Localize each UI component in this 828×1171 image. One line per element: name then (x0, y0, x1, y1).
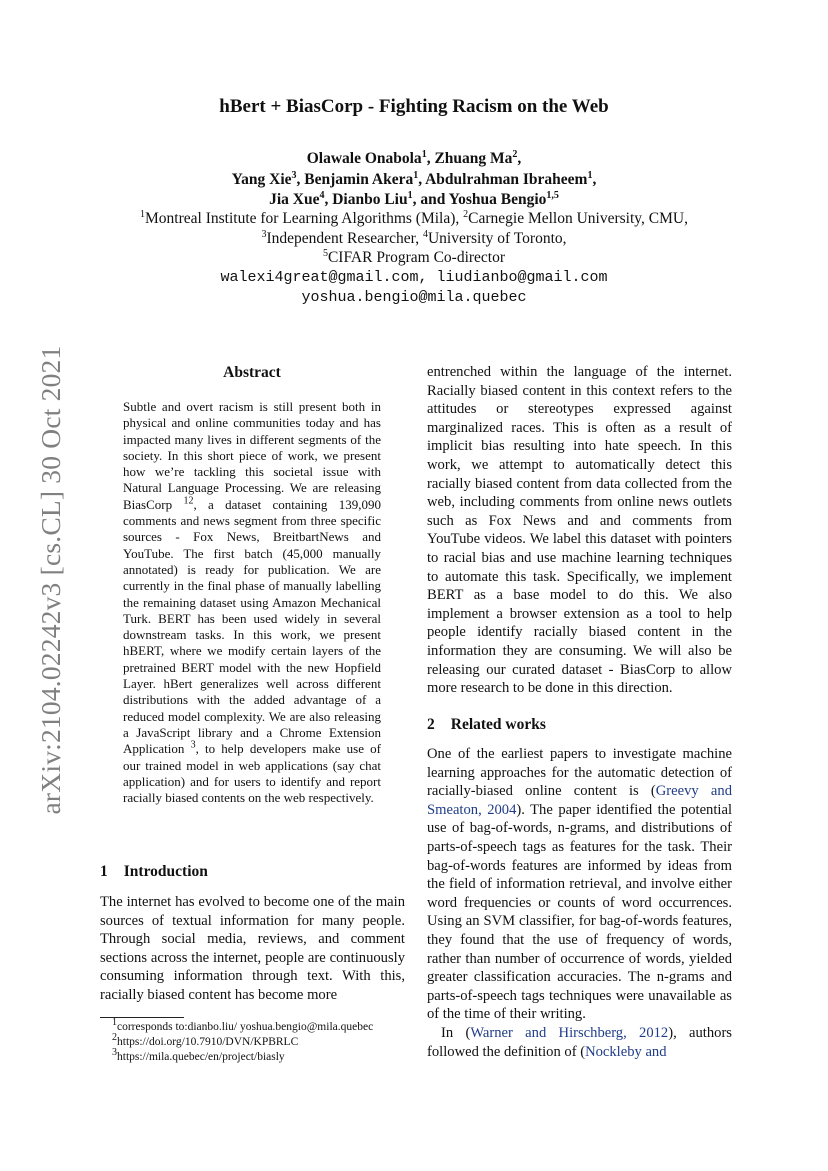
author-block (0, 150, 828, 310)
footnotes (112, 1017, 374, 1065)
related-paragraph-2: In (Warner and Hirschberg, 2012), authors followed the definition of (Nockleby and (427, 1024, 732, 1060)
related-paragraph-1: One of the earliest papers to investigate machine learning approaches for the automatic detection of racially-biased online content is (Greevy and Smeaton, 2004). The paper identified the potential use of bag-of-words, n-grams, and distributions of parts-of-speech tags as features for the task. Their bag-of-words features are informed by ideas from the field of information retrieval, and involve either word frequencies or counts of word occurrences. Using an SVM classifier, for bag-of-words features, they found that the use of frequency of words, rather than number of occurrence of words, yielded greater classification accuracies. The n-grams and parts-of-speech tags techniques were unavailable as of the time of their writing. (427, 746, 732, 1023)
arxiv-stamp (6, 300, 96, 860)
affiliation-line-1: $^1$Montreal Institute for Learning Algorithms (Mila), $^2$Carnegie Mellon University, CMU, (140, 208, 688, 227)
footnote-ref[interactable]: 12 (183, 495, 194, 507)
introduction-continued-text: entrenched within the language of the internet. Racially biased content in this context refers to the attitudes or stereotypes expressed against marginalized races. This is often as a result of implicit bias resulting into hate speech. In this work, we attempt to automatically detect this racially biased content from data collected from the web, including comments from online news outlets such as Fox News and and comments from YouTube videos. We label this dataset with pointers to racial bias and use machine learning techniques to automate this task. Specifically, we implement BERT as a base model to do this. We also implement a browser extension as a tool to help people identify racially biased content in the information they are consuming. We will also be releasing our curated dataset - BiasCorp to allow more research to be done in this direction. (427, 364, 732, 697)
citation-link[interactable]: Greevy and Smeaton, 2004 (427, 783, 732, 818)
footnote-item: $^3$https://mila.quebec/en/project/biasly (112, 1047, 285, 1063)
section-heading-related-works: 2 Related works (427, 716, 546, 733)
related-works-text (427, 745, 732, 1061)
abstract-text: Subtle and overt racism is still present both in physical and online communities today and has impacted many lives in different segments of the society. In this short piece of work, we present how we’re tackling this societal issue with Natural Language Processing. We are releasing BiasCorp $^{12}$, a dataset containing 139,090 comments and news segment from three specific sources - Fox News, BreitbartNews and YouTube. The first batch (45,000 manually annotated) is ready for publication. We are currently in the final phase of manually labelling the remaining dataset using Amazon Mechanical Turk. BERT has been used widely in several downstream tasks. In this work, we present hBERT, where we modify certain layers of the pretrained BERT model with the new Hopfield Layer. hBert generalizes well across different distributions with the added advantage of a reduced model complexity. We are also releasing a JavaScript library and a Chrome Extension Application $^3$, to help developers make use of our trained model in web applications (say chat application) and for users to identify and report racially biased contents on the web respectively. (123, 399, 381, 806)
paper-title: hBert + BiasCorp - Fighting Racism on the Web (219, 96, 609, 117)
affiliation-line-3: $^5$CIFAR Program Co-director (322, 247, 506, 266)
section-heading-introduction: 1 Introduction (100, 863, 208, 880)
arxiv-stamp-text: arXiv:2104.02242v3 [cs.CL] 30 Oct 2021 (35, 345, 66, 815)
affiliation-line-2: $^3$Independent Researcher, $^4$University of Toronto, (261, 228, 567, 247)
citation-link[interactable]: Nockleby and (585, 1043, 667, 1060)
abstract-heading: Abstract (223, 364, 281, 381)
author-emails-1: walexi4great@gmail.com, liudianbo@gmail.com (220, 269, 608, 286)
citation-link[interactable]: Warner and Hirschberg, 2012 (470, 1024, 669, 1041)
footnote-item: $^2$https://doi.org/10.7910/DVN/KPBRLC (112, 1032, 299, 1048)
author-line-3: Jia Xue$^4$, Dianbo Liu$^1$, and Yoshua Bengio$^{1,5}$ (269, 189, 559, 208)
introduction-text: The internet has evolved to become one of the main sources of textual information for many people. Through social media, reviews, and comment sections across the internet, people are continuously consuming information through text. With this, racially biased content has become more (100, 894, 405, 1003)
author-line-1: Olawale Onabola$^1$, Zhuang Ma$^2$, (306, 148, 522, 167)
author-emails-2: yoshua.bengio@mila.quebec (301, 289, 527, 306)
footnote-ref[interactable]: 3 (190, 739, 196, 751)
author-line-2: Yang Xie$^3$, Benjamin Akera$^1$, Abdulrahman Ibraheem$^1$, (231, 169, 597, 188)
footnote-item: $^1$corresponds to:dianbo.liu/ yoshua.bengio@mila.quebec (112, 1017, 374, 1033)
